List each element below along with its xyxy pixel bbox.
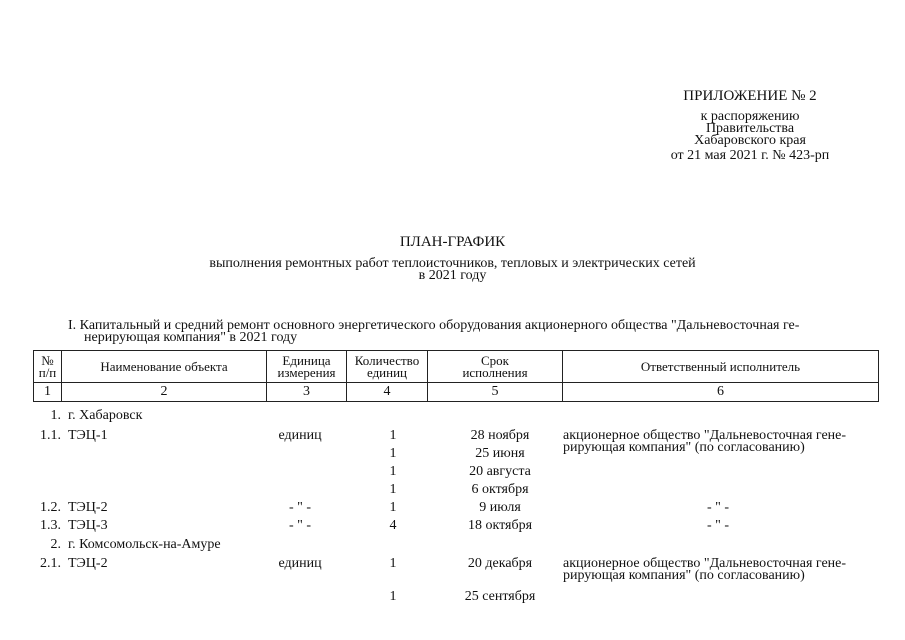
row-quantity: 1 [389,464,397,479]
row-number: 2.1. [40,556,61,571]
row-quantity: 1 [389,500,397,515]
appendix-line: Хабаровского края [694,133,806,148]
row-deadline: 28 ноября [470,428,530,443]
appendix-line: Правительства [705,121,795,136]
row-number: 1.3. [40,518,61,533]
row-unit: единиц [278,428,322,443]
row-group-name: г. Комсомольск-на-Амуре [68,537,221,552]
row-quantity: 1 [389,589,397,604]
appendix-block [600,89,900,162]
row-object-name: ТЭЦ-1 [68,428,108,443]
header-cell-number: № п/п [34,351,62,383]
row-deadline: 9 июля [479,500,521,515]
row-quantity: 1 [389,428,397,443]
header-col-index: 6 [563,383,879,402]
header-col-index: 4 [347,383,428,402]
row-deadline: 20 декабря [467,556,533,571]
row-quantity: 1 [389,482,397,497]
header-cell-quantity: Количество единиц [347,351,428,383]
header-col-index: 1 [34,383,62,402]
row-number: 1. [50,408,61,423]
section-heading-cont: нерирующая компания" в 2021 году [84,330,298,345]
row-executor: - " - [706,518,730,533]
row-object-name: ТЭЦ-2 [68,500,108,515]
appendix-date-line: от 21 мая 2021 г. № 423-рп [670,148,830,163]
row-executor: - " - [706,500,730,515]
document-subtitle-year: в 2021 году [418,268,487,283]
row-unit: - " - [288,518,312,533]
row-deadline: 25 сентября [464,589,536,604]
row-executor: акционерное общество "Дальневосточная гене-рирующая компания" (по согласованию) [563,428,847,455]
section-heading: I. Капитальный и средний ремонт основного энергетического оборудования акционерного общества "Дальневосточная ге- [68,318,800,333]
header-cell-executor: Ответственный исполнитель [563,351,879,383]
row-object-name: ТЭЦ-3 [68,518,108,533]
row-number: 1.1. [40,428,61,443]
row-unit: единиц [278,556,322,571]
row-executor: акционерное общество "Дальневосточная гене-рирующая компания" (по согласованию) [563,556,847,583]
header-col-index: 2 [62,383,267,402]
row-quantity: 1 [389,556,397,571]
header-col-index: 3 [267,383,347,402]
appendix-line: к распоряжению [700,109,800,124]
row-number: 1.2. [40,500,61,515]
row-group-name: г. Хабаровск [68,408,143,423]
header-col-index: 5 [428,383,563,402]
row-deadline: 18 октября [467,518,533,533]
row-number: 2. [50,537,61,552]
row-quantity: 4 [389,518,397,533]
document-title: ПЛАН-ГРАФИК [399,234,506,250]
row-object-name: ТЭЦ-2 [68,556,108,571]
document-subtitle: выполнения ремонтных работ теплоисточников, тепловых и электрических сетей [209,256,696,271]
row-quantity: 1 [389,446,397,461]
row-deadline: 6 октября [471,482,529,497]
header-cell-deadline: Срок исполнения [428,351,563,383]
header-cell-unit: Единица измерения [267,351,347,383]
row-unit: - " - [288,500,312,515]
table-header [33,350,879,402]
row-deadline: 20 августа [469,464,531,479]
header-cell-object-name: Наименование объекта [62,351,267,383]
appendix-heading: ПРИЛОЖЕНИЕ № 2 [683,88,817,104]
row-deadline: 25 июня [475,446,525,461]
